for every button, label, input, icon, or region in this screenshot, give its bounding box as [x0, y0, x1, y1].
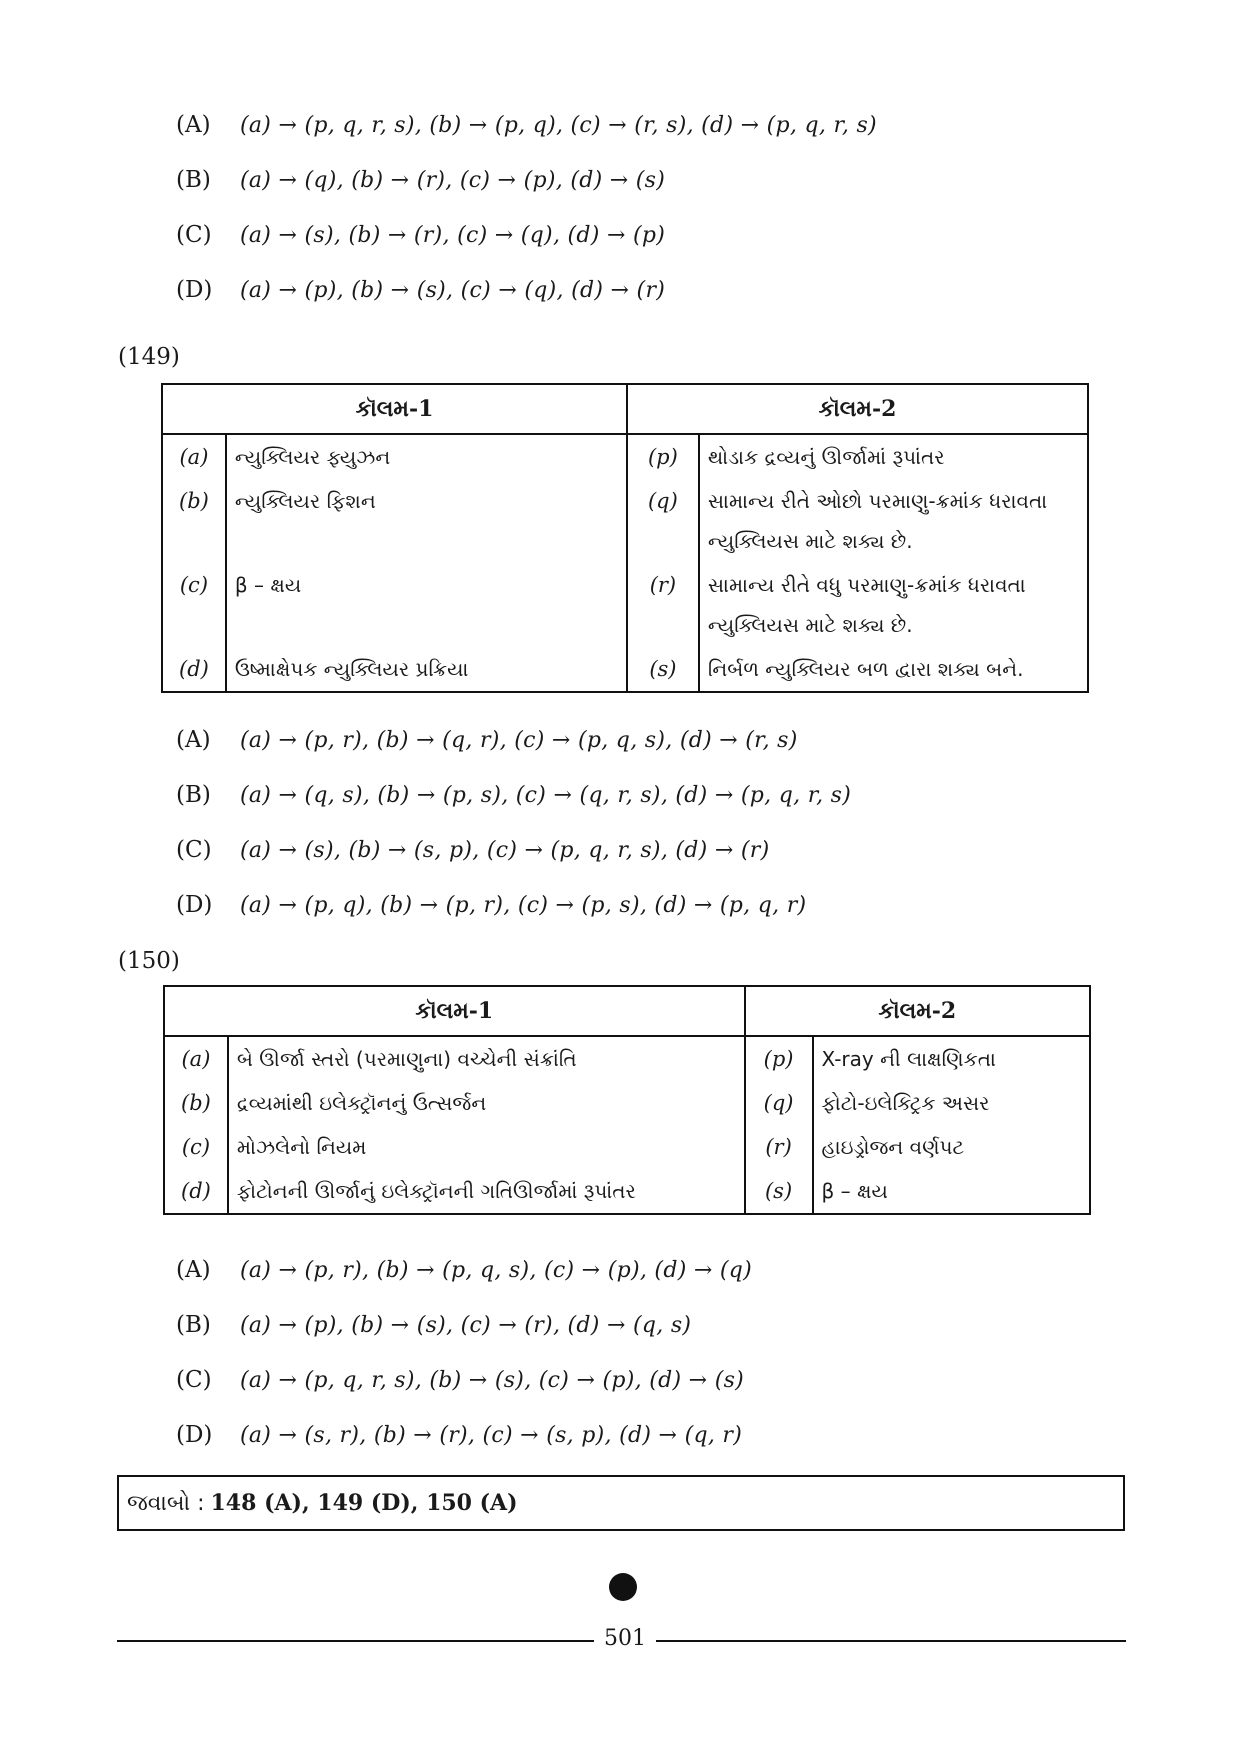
q150-table-header [164, 986, 1090, 1036]
row-key-right: (p) [627, 434, 699, 479]
table-row [164, 1036, 1090, 1081]
row-key-left: (b) [164, 1081, 228, 1125]
row-text-left: ફોટોનની ઊર્જાનું ઇલેક્ટ્રૉનની ગતિઊર્જામાં રૂપાંતર [228, 1169, 745, 1214]
q149-option-c[interactable]: (C) (a) → (s), (b) → (s, p), (c) → (p, q, r, s), (d) → (r) [176, 837, 770, 863]
row-key-right: (r) [627, 563, 699, 647]
row-key-right: (q) [745, 1081, 813, 1125]
row-text-right: સામાન્ય રીતે વધુ પરમાણુ-ક્રમાંક ધરાવતા ન્યુક્લિયસ માટે શક્ય છે. [707, 573, 1026, 637]
row-text-right: હાઇડ્રોજન વર્ણપટ [821, 1135, 965, 1159]
row-text-left: β – ક્ષય [226, 563, 627, 647]
answers-text: 148 (A), 149 (D), 150 (A) [210, 1490, 518, 1516]
q148-options [176, 112, 877, 332]
row-text-left: મોઝલેનો નિયમ [228, 1125, 745, 1169]
table-row [162, 479, 1088, 563]
q149-option-a[interactable]: (A) (a) → (p, r), (b) → (q, r), (c) → (p, q, s), (d) → (r, s) [176, 727, 798, 753]
q149-col1-header: કૉલમ-1 [162, 384, 627, 434]
q149-number: (149) [118, 344, 180, 370]
table-row [164, 1081, 1090, 1125]
row-text-left: ન્યુક્લિયર ફિશન [226, 479, 627, 563]
q149-col2-header: કૉલમ-2 [627, 384, 1088, 434]
q150-option-d[interactable]: (D) (a) → (s, r), (b) → (r), (c) → (s, p), (d) → (q, r) [176, 1422, 743, 1448]
q149-options [176, 727, 851, 947]
q148-option-b[interactable]: (B) (a) → (q), (b) → (r), (c) → (p), (d) → (s) [176, 167, 666, 193]
row-key-left: (c) [162, 563, 226, 647]
q150-option-a[interactable]: (A) (a) → (p, r), (b) → (p, q, s), (c) → (p), (d) → (q) [176, 1257, 753, 1283]
row-text-left: ન્યુક્લિયર ફ્યુઝન [226, 434, 627, 479]
answers-label: જવાબો : [127, 1490, 205, 1516]
table-row [162, 434, 1088, 479]
row-key-right: (p) [745, 1036, 813, 1081]
q148-option-a[interactable]: (A) (a) → (p, q, r, s), (b) → (p, q), (c) → (r, s), (d) → (p, q, r, s) [176, 112, 877, 138]
answers-box [117, 1475, 1125, 1531]
page-number: 501 [604, 1626, 646, 1651]
q149-table-header [162, 384, 1088, 434]
q149-option-d[interactable]: (D) (a) → (p, q), (b) → (p, r), (c) → (p, s), (d) → (p, q, r) [176, 892, 807, 918]
row-text-left: દ્રવ્યમાંથી ઇલેક્ટ્રૉનનું ઉત્સર્જન [228, 1081, 745, 1125]
row-key-left: (b) [162, 479, 226, 563]
row-text-left: બે ઊર્જા સ્તરો (પરમાણુના) વચ્ચેની સંક્રાંતિ [228, 1036, 745, 1081]
row-text-right: થોડાક દ્રવ્યનું ઊર્જામાં રૂપાંતર [707, 445, 945, 469]
row-text-right: β – ક્ષય [821, 1179, 888, 1203]
row-key-left: (a) [164, 1036, 228, 1081]
q150-option-c[interactable]: (C) (a) → (p, q, r, s), (b) → (s), (c) → (p), (d) → (s) [176, 1367, 745, 1393]
q150-col1-header: કૉલમ-1 [164, 986, 745, 1036]
row-key-left: (d) [162, 647, 226, 692]
q149-option-b[interactable]: (B) (a) → (q, s), (b) → (p, s), (c) → (q, r, s), (d) → (p, q, r, s) [176, 782, 852, 808]
footer-rule-left [117, 1640, 594, 1642]
row-key-right: (s) [745, 1169, 813, 1214]
q149-match-table [161, 383, 1089, 693]
row-key-left: (c) [164, 1125, 228, 1169]
q150-options [176, 1257, 752, 1477]
q150-number: (150) [118, 948, 180, 974]
row-key-left: (d) [164, 1169, 228, 1214]
row-key-right: (r) [745, 1125, 813, 1169]
q150-col2-header: કૉલમ-2 [745, 986, 1090, 1036]
q148-option-c[interactable]: (C) (a) → (s), (b) → (r), (c) → (q), (d) → (p) [176, 222, 666, 248]
table-row [162, 647, 1088, 692]
row-text-left: ઉષ્માક્ષેપક ન્યુક્લિયર પ્રક્રિયા [226, 647, 627, 692]
row-text-right: X-ray ની લાક્ષણિકતા [821, 1047, 996, 1071]
row-key-left: (a) [162, 434, 226, 479]
q150-option-b[interactable]: (B) (a) → (p), (b) → (s), (c) → (r), (d) → (q, s) [176, 1312, 692, 1338]
row-text-right: ફોટો-ઇલેક્ટ્રિક અસર [821, 1091, 990, 1115]
row-text-right: નિર્બળ ન્યુક્લિયર બળ દ્વારા શક્ય બને. [707, 657, 1024, 681]
row-key-right: (s) [627, 647, 699, 692]
row-text-right: સામાન્ય રીતે ઓછો પરમાણુ-ક્રમાંક ધરાવતા ન્યુક્લિયસ માટે શક્ય છે. [707, 489, 1048, 553]
footer-rule-right [656, 1640, 1126, 1642]
q148-option-d[interactable]: (D) (a) → (p), (b) → (s), (c) → (q), (d) → (r) [176, 277, 666, 303]
table-row [162, 563, 1088, 647]
row-key-right: (q) [627, 479, 699, 563]
section-end-dot-icon [609, 1573, 637, 1601]
table-row [164, 1169, 1090, 1214]
q150-match-table [163, 985, 1091, 1215]
table-row [164, 1125, 1090, 1169]
